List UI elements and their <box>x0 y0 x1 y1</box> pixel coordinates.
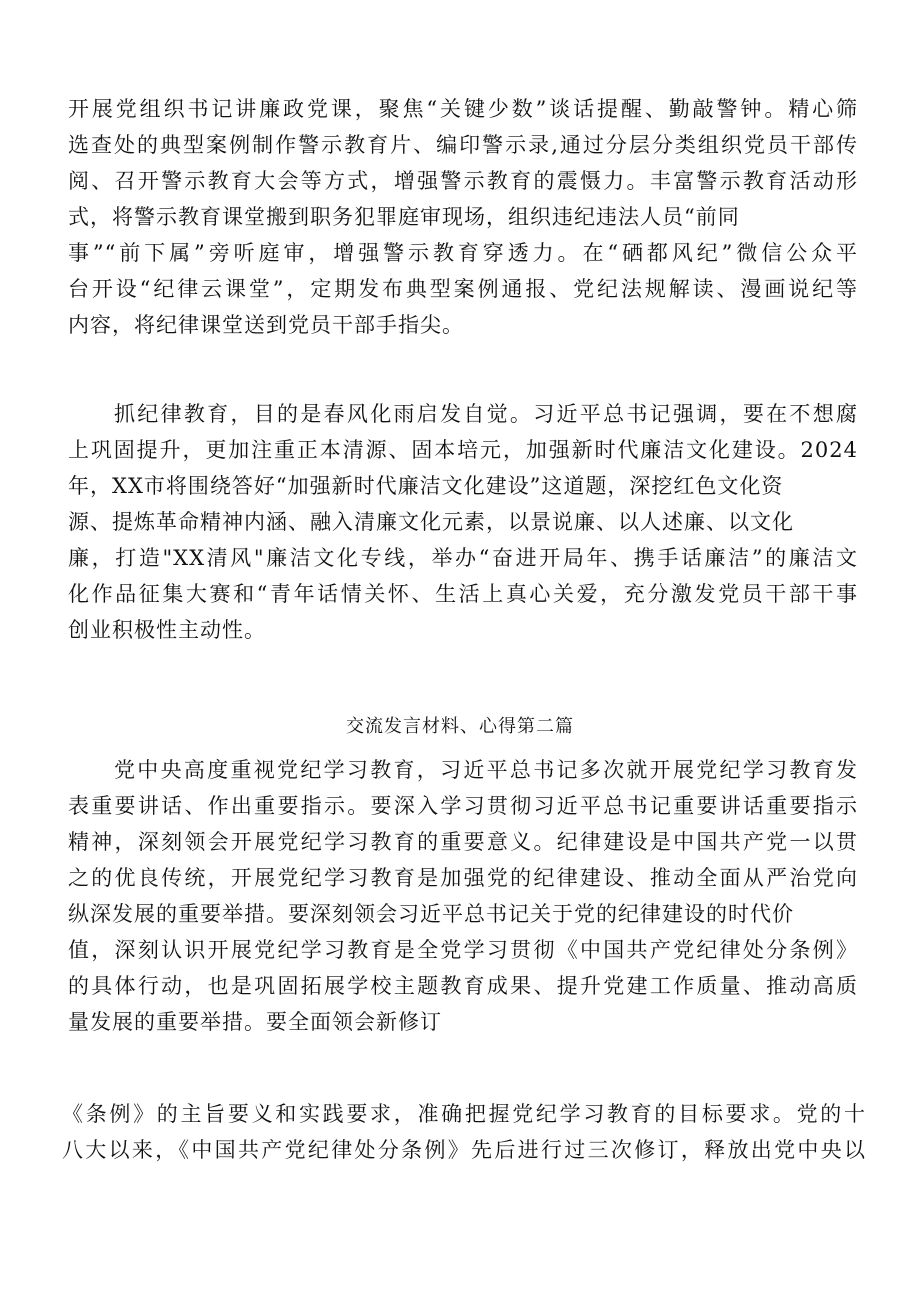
paragraph-line: 化作品征集大赛和“青年话情关怀、生活上真心关爱，充分激发党员干部干事 <box>68 582 858 606</box>
paragraph-3 <box>68 752 858 1040</box>
paragraph-line: 《条例》的主旨要义和实践要求，准确把握党纪学习教育的目标要求。党的十 <box>62 1102 866 1126</box>
paragraph-4 <box>62 1096 866 1168</box>
paragraph-line: 八大以来，《中国共产党纪律处分条例》先后进行过三次修订，释放出党中央以 <box>62 1138 866 1162</box>
paragraph-line: 上巩固提升，更加注重正本清源、固本培元，加强新时代廉洁文化建设。2024 <box>68 438 858 462</box>
paragraph-line: 抓纪律教育，目的是春风化雨启发自觉。习近平总书记强调，要在不想腐 <box>114 402 858 426</box>
paragraph-line: 年，XX市将围绕答好“加强新时代廉洁文化建设”这道题，深挖红色文化资 <box>68 474 784 498</box>
paragraph-line: 阅、召开警示教育大会等方式，增强警示教育的震慑力。丰富警示教育活动形 <box>68 169 858 193</box>
paragraph-line: 开展党组织书记讲廉政党课，聚焦“关键少数”谈话提醒、勤敲警钟。精心筛 <box>68 97 858 121</box>
paragraph-line: 源、提炼革命精神内涵、融入清廉文化元素，以景说廉、以人述廉、以文化 <box>68 510 794 534</box>
paragraph-line: 量发展的重要举措。要全面领会新修订 <box>68 1010 442 1034</box>
paragraph-line: 内容，将纪律课堂送到党员干部手指尖。 <box>68 313 464 337</box>
paragraph-line: 之的优良传统，开展党纪学习教育是加强党的纪律建设、推动全面从严治党向 <box>68 866 858 890</box>
paragraph-1 <box>68 91 858 343</box>
paragraph-line: 值，深刻认识开展党纪学习教育是全党学习贯彻《中国共产党纪律处分条例》 <box>68 938 858 962</box>
paragraph-line: 的具体行动，也是巩固拓展学校主题教育成果、提升党建工作质量、推动高质 <box>68 974 858 998</box>
paragraph-2 <box>68 396 858 648</box>
section-heading: 交流发言材料、心得第二篇 <box>346 716 574 737</box>
paragraph-line: 式，将警示教育课堂搬到职务犯罪庭审现场，组织违纪违法人员“前同 <box>68 205 740 229</box>
paragraph-line: 精神，深刻领会开展党纪学习教育的重要意义。纪律建设是中国共产党一以贯 <box>68 830 858 854</box>
paragraph-line: 党中央高度重视党纪学习教育，习近平总书记多次就开展党纪学习教育发 <box>114 758 858 782</box>
paragraph-line: 廉，打造"XX清风"廉洁文化专线，举办“奋进开局年、携手话廉洁”的廉洁文 <box>68 546 858 570</box>
paragraph-line: 台开设“纪律云课堂”，定期发布典型案例通报、党纪法规解读、漫画说纪等 <box>68 277 858 301</box>
paragraph-line: 表重要讲话、作出重要指示。要深入学习贯彻习近平总书记重要讲话重要指示 <box>68 794 858 818</box>
paragraph-line: 事”“前下属”旁听庭审，增强警示教育穿透力。在“硒都风纪”微信公众平 <box>68 241 858 265</box>
paragraph-line: 纵深发展的重要举措。要深刻领会习近平总书记关于党的纪律建设的时代价 <box>68 902 794 926</box>
paragraph-line: 创业积极性主动性。 <box>68 618 266 642</box>
paragraph-line: 选查处的典型案例制作警示教育片、编印警示录,通过分层分类组织党员干部传 <box>68 133 858 157</box>
